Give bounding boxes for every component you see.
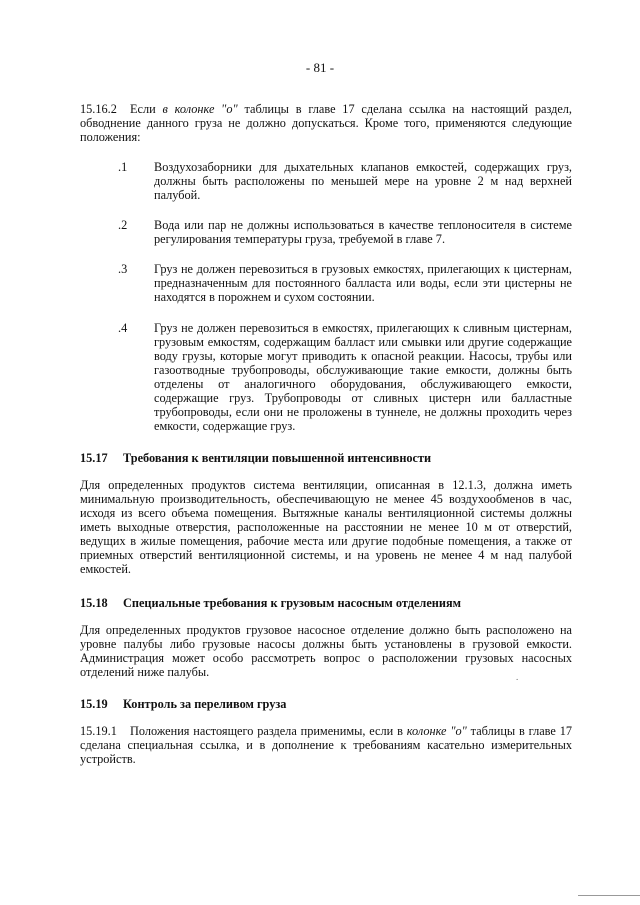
paragraph-text: таблицы в главе 17 сделана специальная ссылка, и в дополнение к требованиям касательно измерительных устройств. (80, 724, 572, 766)
section-heading: Требования к вентиляции повышенной интенсивности (123, 451, 432, 465)
list-item-number: .2 (118, 218, 128, 232)
scan-edge-line (578, 895, 640, 896)
list-item-number: .3 (118, 262, 128, 276)
section-number: 15.17 (80, 451, 108, 465)
paragraph-text: таблицы в главе 17 сделана ссылка на настоящий раздел, обводнение данного груза не должно допускаться. Кроме того, применяются следующие положения: (80, 102, 573, 144)
paragraph-emphasis: в колонке "о" (162, 102, 238, 116)
page-number: - 81 - (305, 60, 335, 75)
scan-speck: . (516, 672, 519, 682)
section-body: Для определенных продуктов система вентиляции, описанная в 12.1.3, должна иметь минимальную производительность, обеспечивающую не менее 45 воздухообменов в час, исходя из всего объема помещения. Вытяжные каналы вентиляционной системы должны иметь выходные отверстия, расположенные на расстоянии не менее 10 м от отверстий, ведущих в жилые помещения, рабочие места или другие подобные помещения, а также от приемных отверстий вентиляционной системы, и на уровень не менее 4 м над палубой емкостей. (80, 478, 572, 576)
list-item-text: Груз не должен перевозиться в емкостях, прилегающих к сливным цистернам, грузовым емкостям, содержащим балласт или смывки или другие содержащие воду грузы, которые могут приводить к опасной реакции. Насосы, трубы или газоотводные трубопроводы, обслуживающие такие емкости, должны быть отделены от аналогичного оборудования, обслуживающего емкости, содержащие груз. Трубопроводы от сливных цистерн или балластные трубопроводы, если они не проложены в туннеле, не должны проходить через емкости, содержащие груз. (154, 321, 572, 433)
section-number: 15.18 (80, 596, 108, 610)
paragraph-number: 15.16.2 (80, 102, 117, 116)
paragraph-text: Если (130, 102, 163, 116)
section-body: Для определенных продуктов грузовое насосное отделение должно быть расположено на уровне палубы либо грузовые насосы должны быть установлены в грузовой емкости. Администрация может особо рассмотреть вопрос о расположении грузовых насосных отделений ниже палубы. (80, 623, 572, 679)
paragraph-number: 15.19.1 (80, 724, 117, 738)
list-item-number: .1 (118, 160, 128, 174)
paragraph-15-19-1 (80, 724, 572, 766)
paragraph-text: Положения настоящего раздела применимы, если в (130, 724, 407, 738)
section-number: 15.19 (80, 697, 108, 711)
list-item-text: Груз не должен перевозиться в грузовых емкостях, прилегающих к цистернам, предназначенным для постоянного балласта или воды, если эти цистерны не находятся в порожнем и сухом состоянии. (154, 262, 572, 304)
section-heading: Контроль за переливом груза (123, 697, 287, 711)
section-heading: Специальные требования к грузовым насосным отделениям (123, 596, 461, 610)
list-item-text: Вода или пар не должны использоваться в качестве теплоносителя в системе регулирования температуры груза, требуемой в главе 7. (154, 218, 572, 246)
paragraph-emphasis: колонке "о" (406, 724, 467, 738)
list-item-text: Воздухозаборники для дыхательных клапанов емкостей, содержащих груз, должны быть расположены по меньшей мере на уровне 2 м над верхней палубой. (154, 160, 572, 202)
list-item-number: .4 (118, 321, 128, 335)
paragraph-15-16-2 (80, 102, 572, 144)
